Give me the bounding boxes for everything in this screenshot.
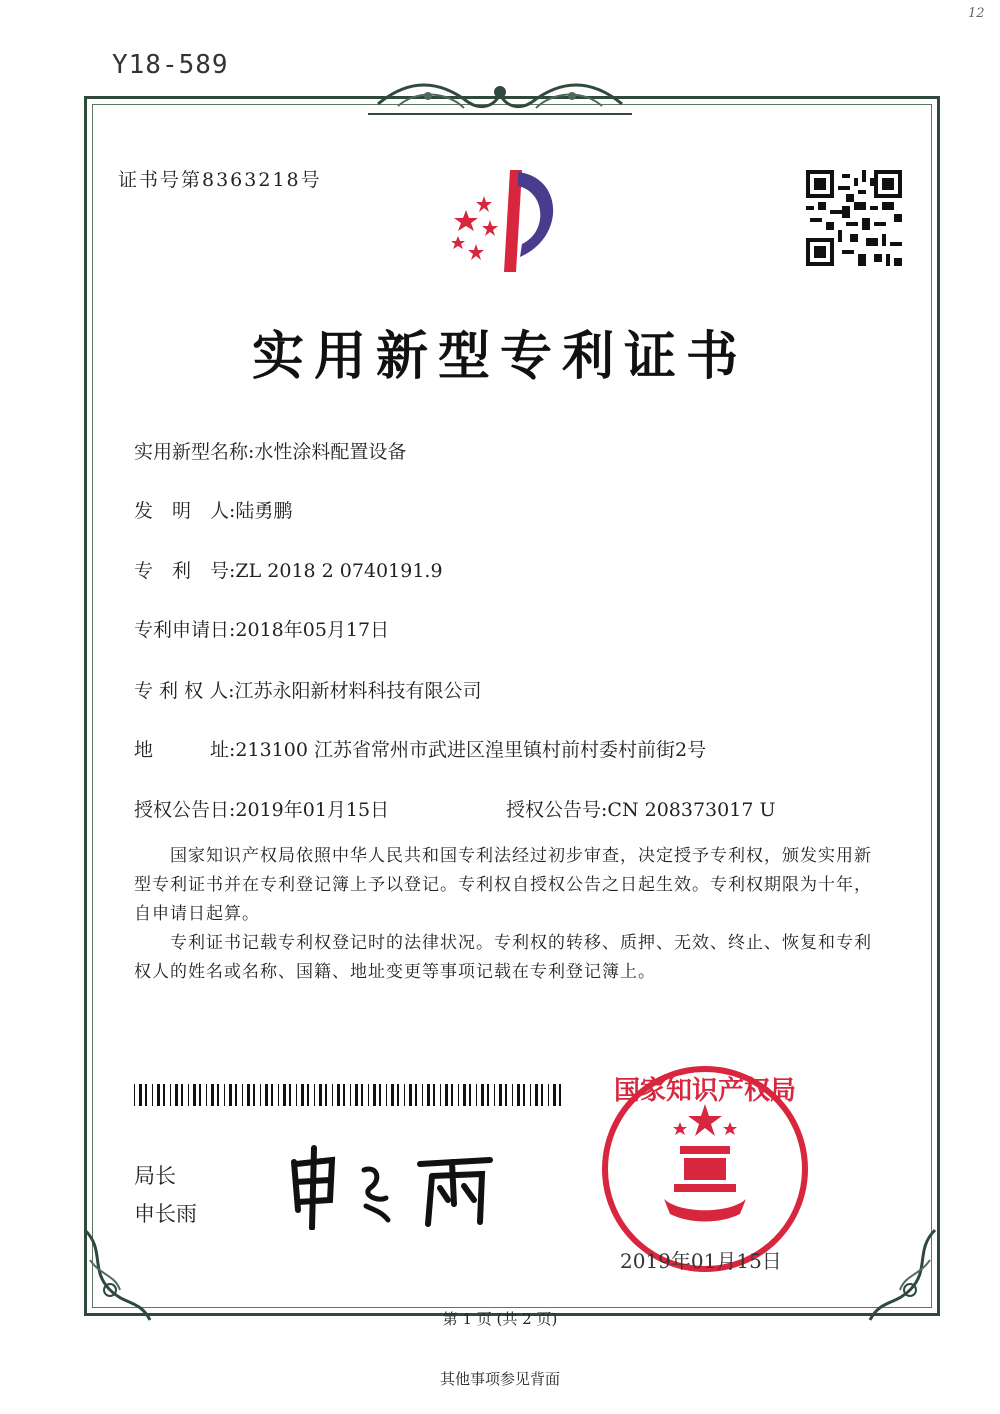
page-corner-mark: 12 <box>968 6 985 21</box>
page-indicator: 第 1 页 (共 2 页) <box>442 1310 558 1328</box>
signature-image <box>282 1140 512 1230</box>
field-label: 实用新型名称: <box>134 441 255 463</box>
field-inventor <box>134 496 292 523</box>
certificate-title: 实用新型专利证书 <box>251 327 748 387</box>
field-label: 专 利 号: <box>134 560 236 582</box>
field-value: CN 208373017 U <box>607 799 776 821</box>
field-value: 水性涂料配置设备 <box>254 441 407 463</box>
field-value: 213100 江苏省常州市武进区湟里镇村前村委村前街2号 <box>235 739 707 761</box>
field-value: 江苏永阳新材料科技有限公司 <box>234 680 482 702</box>
field-label: 地 址: <box>134 739 236 761</box>
field-patentee <box>134 676 482 703</box>
certificate-number: 证书号第8363218号 <box>118 169 322 191</box>
field-label: 授权公告号: <box>506 799 608 821</box>
legal-paragraph-2: 专利证书记载专利权登记时的法律状况。专利权的转移、质押、无效、终止、恢复和专利权人的姓名或名称、国籍、地址变更等事项记载在专利登记簿上。 <box>134 933 872 982</box>
field-value: 陆勇鹏 <box>235 500 293 522</box>
field-patent-number <box>134 556 443 583</box>
field-label: 专利申请日: <box>134 619 236 641</box>
signatory-name: 申长雨 <box>134 1202 197 1226</box>
field-label: 授权公告日: <box>134 799 236 821</box>
field-label: 专 利 权 人: <box>134 680 235 702</box>
field-address <box>134 735 706 762</box>
barcode-icon <box>134 1084 564 1106</box>
field-application-date <box>134 615 389 642</box>
field-grant-date <box>134 795 389 822</box>
back-note: 其他事项参见背面 <box>439 1370 560 1388</box>
qr-code-icon <box>806 170 902 266</box>
legal-paragraph-1: 国家知识产权局依照中华人民共和国专利法经过初步审查，决定授予专利权，颁发实用新型专利证书并在专利登记簿上予以登记。专利权自授权公告之日起生效。专利权期限为十年，自申请日起算。 <box>134 846 872 924</box>
seal-text: 国家知识产权局 <box>613 1076 797 1106</box>
field-label: 发 明 人: <box>134 500 236 522</box>
field-grant-number <box>506 795 775 822</box>
field-value: 2019年01月15日 <box>235 799 390 821</box>
handwritten-code: Y18-589 <box>112 50 229 80</box>
field-utility-model-name <box>134 437 406 464</box>
field-value: ZL 2018 2 0740191.9 <box>235 560 443 582</box>
seal-date: 2019年01月15日 <box>620 1249 782 1273</box>
signatory-title: 局长 <box>134 1164 176 1188</box>
official-seal-icon <box>600 1064 810 1274</box>
patent-office-logo-icon <box>438 162 568 282</box>
field-value: 2018年05月17日 <box>235 619 390 641</box>
top-ornament-icon <box>368 74 632 124</box>
